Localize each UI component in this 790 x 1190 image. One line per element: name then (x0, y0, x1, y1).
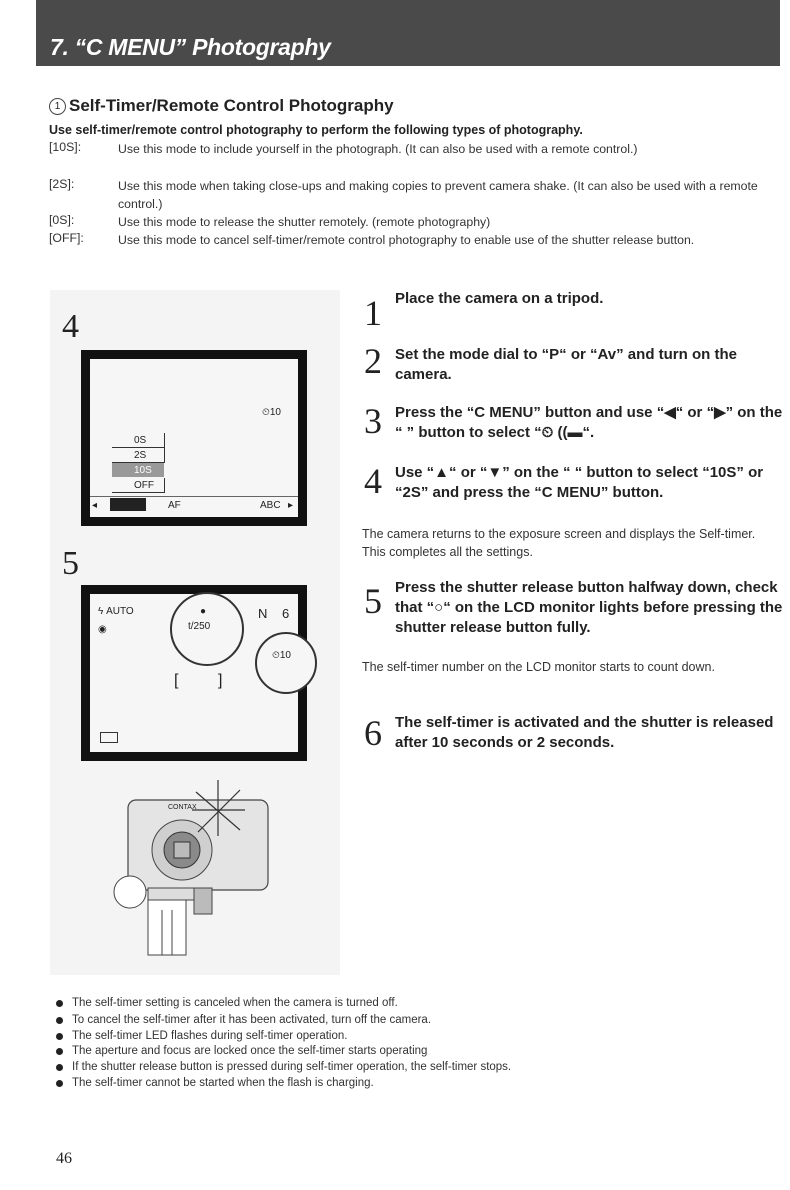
af-frame-right: ] (218, 672, 223, 689)
flash-indicator: ϟ AUTO (98, 606, 134, 617)
bullet-icon (56, 1000, 63, 1007)
menu-item: 0S (112, 433, 165, 448)
lcd-exposure-screen (81, 585, 307, 761)
figure-label-4: 4 (62, 308, 79, 345)
mode-desc: Use this mode to cancel self-timer/remote control photography to enable use of the shutter release button. (118, 233, 695, 247)
lcd-menu-screen (81, 350, 307, 526)
shutter-speed: t/250 (188, 621, 211, 632)
af-frame-left: [ (174, 672, 179, 689)
section-number: 1 (49, 98, 66, 115)
camera-brand: CONTAX (168, 804, 197, 811)
step-title: Press the “C MENU” button and use “◀“ or “▶” on the “ ” button to select “⏲ ((▬“. (395, 404, 783, 441)
step-number: 3 (364, 401, 382, 441)
step-number: 5 (364, 581, 382, 621)
mode-key: [OFF]: (49, 231, 84, 245)
step-number: 2 (364, 341, 382, 381)
mode-desc: Use this mode when taking close-ups and making copies to prevent camera shake. (It can also be used with a remote control.) (118, 179, 758, 211)
bullet-icon (56, 1048, 63, 1055)
bullet-icon (56, 1017, 63, 1024)
self-timer-icon: ⏲10 (272, 650, 291, 661)
step-title: Use “▲“ or “▼” on the “ “ button to select “10S” or “2S” and press the “C MENU” button. (395, 464, 764, 501)
mode-key: [0S]: (49, 213, 75, 227)
self-timer-icon: ⏲10 (262, 407, 281, 418)
section-title (49, 96, 394, 116)
intro-text: Use self-timer/remote control photography to perform the following types of photography. (49, 123, 583, 137)
quality-indicator: N (258, 606, 268, 621)
page-number: 46 (56, 1150, 72, 1167)
mode-key: [2S]: (49, 177, 75, 191)
section-title-text: Self-Timer/Remote Control Photography (69, 96, 394, 115)
step-number: 1 (364, 293, 382, 333)
step-title: Set the mode dial to “P“ or “Av” and turn on the camera. (395, 346, 737, 383)
battery-icon (100, 732, 118, 743)
bullet-icon (56, 1064, 63, 1071)
step-number: 4 (364, 461, 382, 501)
timer-callout-circle (255, 632, 317, 694)
mode-key: [10S]: (49, 140, 82, 154)
focus-dot-icon: ● (200, 606, 207, 617)
step-number: 6 (364, 713, 382, 753)
menu-item-selected: 10S (112, 463, 164, 477)
header-bar (36, 0, 780, 66)
menu-item: 2S (112, 448, 165, 463)
step-title: The self-timer is activated and the shutter is released after 10 seconds or 2 seconds. (395, 714, 774, 751)
timer-tab-icon (110, 498, 146, 511)
bullet-icon (56, 1033, 63, 1040)
eye-icon: ◉ (98, 624, 107, 635)
steps-column (362, 287, 783, 753)
step-body: The self-timer number on the LCD monitor starts to count down. (362, 660, 715, 674)
step-body: The camera returns to the exposure screen and displays the Self-timer. This completes all the settings. (362, 527, 756, 559)
step-title: Place the camera on a tripod. (395, 290, 604, 307)
menu-item: OFF (112, 478, 165, 493)
camera-on-tripod-illustration (100, 770, 300, 960)
page-title: 7. “C MENU” Photography (50, 34, 331, 60)
mode-desc: Use this mode to include yourself in the photograph. (It can also be used with a remote control.) (118, 142, 638, 156)
menu-tab-bar: ◂ AF ABC ▸ (90, 496, 298, 513)
illustration-panel (50, 290, 340, 975)
mode-desc: Use this mode to release the shutter remotely. (remote photography) (118, 215, 491, 229)
bullet-icon (56, 1080, 63, 1087)
step-title: Press the shutter release button halfway down, check that “○“ on the LCD monitor lights before pressing the shutter release button fully. (395, 579, 783, 636)
shot-count: 6 (282, 606, 290, 621)
figure-label-5: 5 (62, 545, 79, 582)
